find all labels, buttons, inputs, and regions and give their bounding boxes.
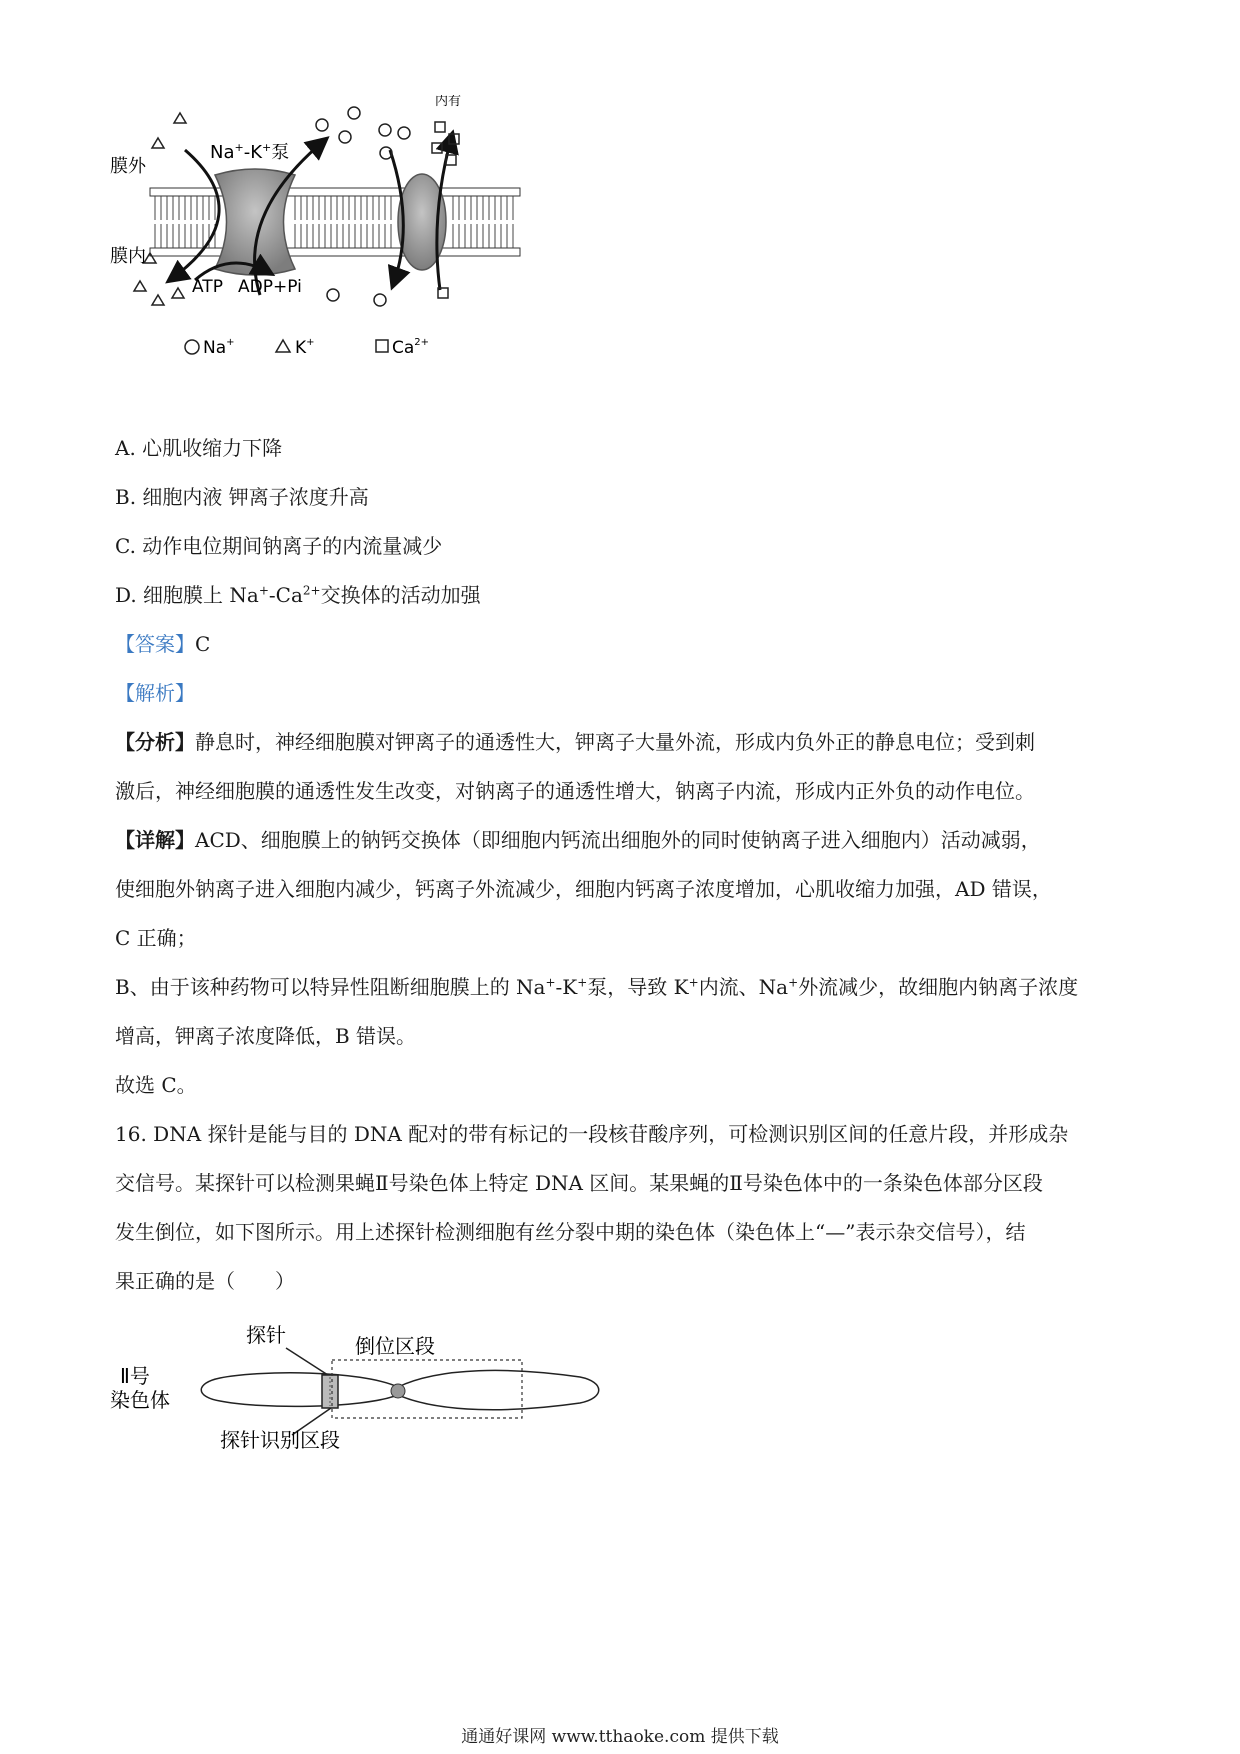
- conclusion: 故选 C。: [115, 1073, 197, 1097]
- option-a: A. 心肌收缩力下降: [115, 436, 283, 460]
- probe-region-label: 探针识别区段: [220, 1428, 340, 1452]
- legend-ca-symbol: [376, 340, 388, 352]
- k-entry-arrow: [170, 150, 219, 280]
- chromosome-right-arm: [398, 1370, 599, 1409]
- legend-k-symbol: [276, 340, 290, 352]
- membrane-outside-label: 膜外: [110, 156, 146, 177]
- pump-label: Na+-K+泵: [210, 141, 290, 163]
- option-d: D. 细胞膜上 $Na^+-Ca^{2+}$交换体的活动加强: [115, 583, 481, 607]
- centromere: [391, 1384, 405, 1398]
- xiangjie-line-3: C 正确；: [115, 926, 197, 950]
- figure-legend: [185, 337, 429, 358]
- explain-b-line-2: 增高，钾离子浓度降低，B 错误。: [115, 1024, 417, 1048]
- q16-line-1: 16. DNA 探针是能与目的 DNA 配对的带有标记的一段核苷酸序列，可检测识别区间的任意片段，并形成杂: [115, 1122, 1069, 1146]
- fenxi-label: 【分析】: [115, 730, 195, 754]
- svg-text:K+: K+: [295, 337, 315, 358]
- q16-line-4: 果正确的是（ ）: [115, 1269, 295, 1293]
- k-ions: [134, 113, 186, 305]
- answer-line: [115, 629, 210, 659]
- answer-label: 【答案】: [115, 632, 195, 656]
- analysis-title: 【解析】: [115, 681, 195, 705]
- chromosome-label-line2: 染色体: [110, 1388, 170, 1412]
- q16-line-3: 发生倒位，如下图所示。用上述探针检测细胞有丝分裂中期的染色体（染色体上“—”表示杂交信号），结: [115, 1220, 1026, 1244]
- corner-label: 内有: [435, 95, 462, 109]
- fenxi-line-2: 激后，神经细胞膜的通透性发生改变，对钠离子的通透性增大，钠离子内流，形成内正外负的动作电位。: [115, 779, 1035, 803]
- membrane-inside-label: 膜内: [110, 246, 146, 267]
- inversion-label: 倒位区段: [355, 1334, 435, 1358]
- chromosome-left-arm: [201, 1373, 398, 1407]
- atp-label: ATP: [192, 277, 223, 297]
- xiangjie-label: 【详解】: [115, 828, 195, 852]
- svg-text:Ca2+: $Ca^{2+}$: [392, 337, 430, 358]
- chromosome-figure: [110, 1315, 610, 1455]
- q16-line-2: 交信号。某探针可以检测果蝇Ⅱ号染色体上特定 DNA 区间。某果蝇的Ⅱ号染色体中的一条染色体部分区段: [115, 1171, 1043, 1195]
- legend-na-symbol: [185, 340, 199, 354]
- membrane-transport-figure: [110, 95, 530, 415]
- adp-label: ADP+Pi: [238, 277, 302, 297]
- probe-label: 探针: [246, 1323, 286, 1347]
- xiangjie-line-1: 【详解】ACD、细胞膜上的钠钙交换体（即细胞内钙流出细胞外的同时使钠离子进入细胞内）活动减弱，: [115, 828, 1041, 852]
- answer-value: C: [195, 632, 211, 656]
- svg-text:Na+: Na+: [203, 337, 235, 358]
- option-b: B. 细胞内液 钾离子浓度升高: [115, 485, 369, 509]
- chromosome-label-line1: Ⅱ号: [120, 1364, 150, 1388]
- option-c: C. 动作电位期间钠离子的内流量减少: [115, 534, 443, 558]
- xiangjie-line-2: 使细胞外钠离子进入细胞内减少，钙离子外流减少，细胞内钙离子浓度增加，心肌收缩力加强，AD 错误，: [115, 877, 1052, 901]
- fenxi-line-1: 【分析】静息时，神经细胞膜对钾离子的通透性大，钾离子大量外流，形成内负外正的静息电位；受到刺: [115, 730, 1035, 754]
- probe-recognition-region: [322, 1375, 338, 1408]
- page-footer: 通通好课网 www.tthaoke.com 提供下载: [461, 1727, 779, 1747]
- explain-b-line-1: B、由于该种药物可以特异性阻断细胞膜上的 Na+-K+泵，导致 K+内流、Na+外流减少，故细胞内钠离子浓度: [115, 975, 1079, 999]
